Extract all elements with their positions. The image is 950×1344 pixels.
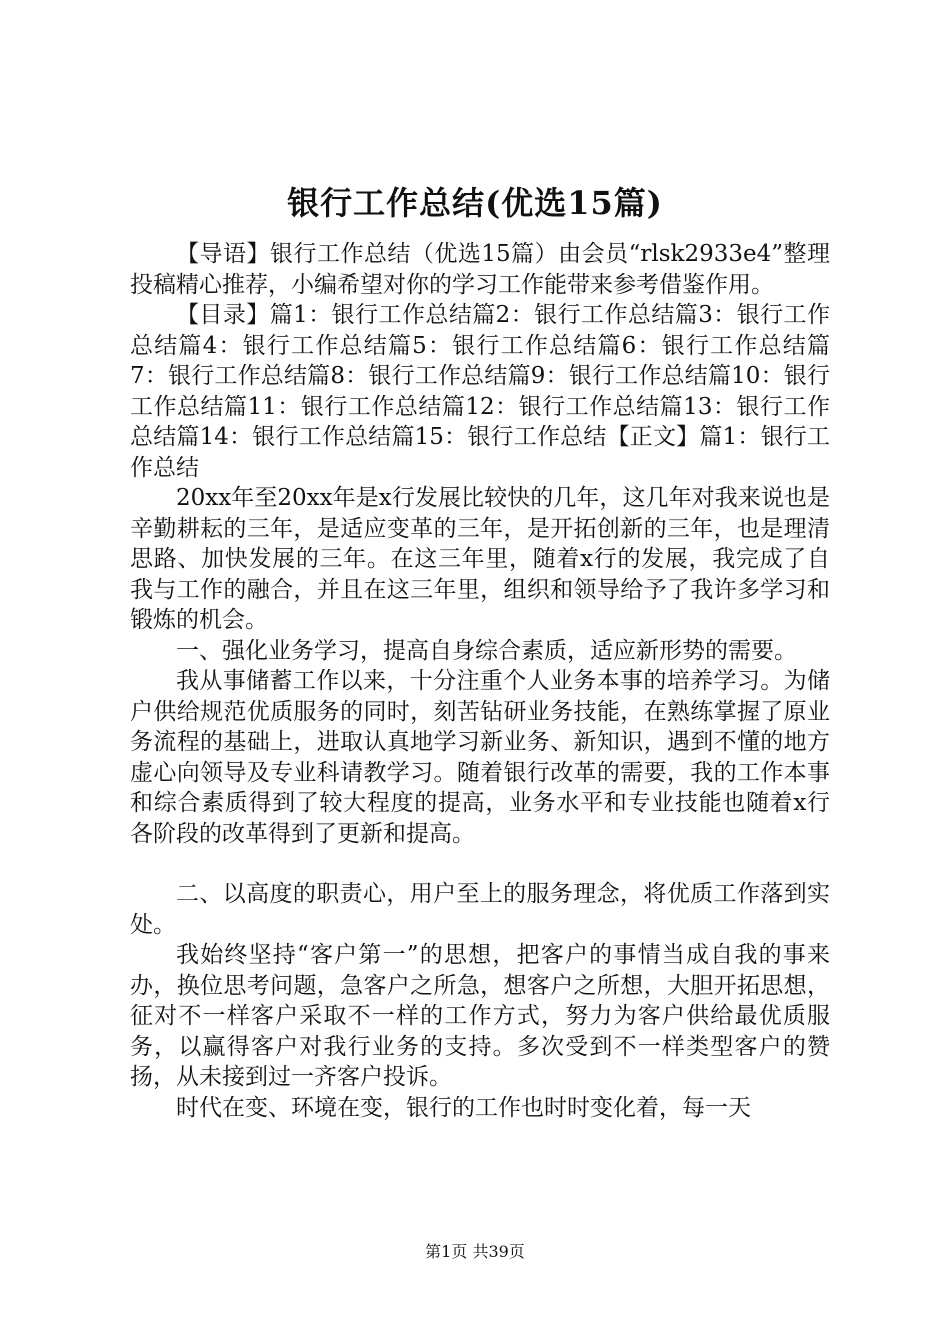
body-paragraph: 20xx年至20xx年是x行发展比较快的几年，这几年对我来说也是辛勤耕耘的三年，是适应变革的三年，是开拓创新的三年，也是理清思路、加快发展的三年。在这三年里，随着x行的发展，我完成了自我与工作的融合，并且在这三年里，组织和领导给予了我许多学习和锻炼的机会。 [130, 485, 830, 633]
section-heading: 二、以高度的职责心，用户至上的服务理念，将优质工作落到实处。 [130, 881, 830, 938]
body-paragraph: 我始终坚持“客户第一”的思想，把客户的事情当成自我的事来办，换位思考问题，急客户之所急，想客户之所想，大胆开拓思想，征对不一样客户采取不一样的工作方式，努力为客户供给最优质服务，以赢得客户对我行业务的支持。多次受到不一样类型客户的赞扬，从未接到过一齐客户投诉。 [130, 942, 830, 1090]
intro-paragraph: 【导语】银行工作总结（优选15篇）由会员“rlsk2933e4”整理投稿精心推荐，小编希望对你的学习工作能带来参考借鉴作用。 [130, 241, 830, 298]
body-paragraph: 我从事储蓄工作以来，十分注重个人业务本事的培养学习。为储户供给规范优质服务的同时，刻苦钻研业务技能，在熟练掌握了原业务流程的基础上，进取认真地学习新业务、新知识，遇到不懂的地方虚心向领导及专业科请教学习。随着银行改革的需要，我的工作本事和综合素质得到了较大程度的提高，业务水平和专业技能也随着x行各阶段的改革得到了更新和提高。 [130, 668, 830, 847]
page-footer: 第1页 共39页 [425, 1242, 525, 1261]
body-paragraph: 时代在变、环境在变，银行的工作也时时变化着，每一天 [176, 1094, 751, 1121]
toc-paragraph: 【目录】篇1：银行工作总结篇2：银行工作总结篇3：银行工作总结篇4：银行工作总结篇5：银行工作总结篇6：银行工作总结篇7：银行工作总结篇8：银行工作总结篇9：银行工作总结篇10：银行工作总结篇11：银行工作总结篇12：银行工作总结篇13：银行工作总结篇14：银行工作总结篇15：银行工作总结【正文】篇1：银行工作总结 [130, 302, 830, 481]
page-title: 银行工作总结(优选15篇) [287, 184, 663, 222]
section-heading: 一、强化业务学习，提高自身综合素质，适应新形势的需要。 [176, 637, 797, 664]
document-body [130, 239, 830, 1123]
